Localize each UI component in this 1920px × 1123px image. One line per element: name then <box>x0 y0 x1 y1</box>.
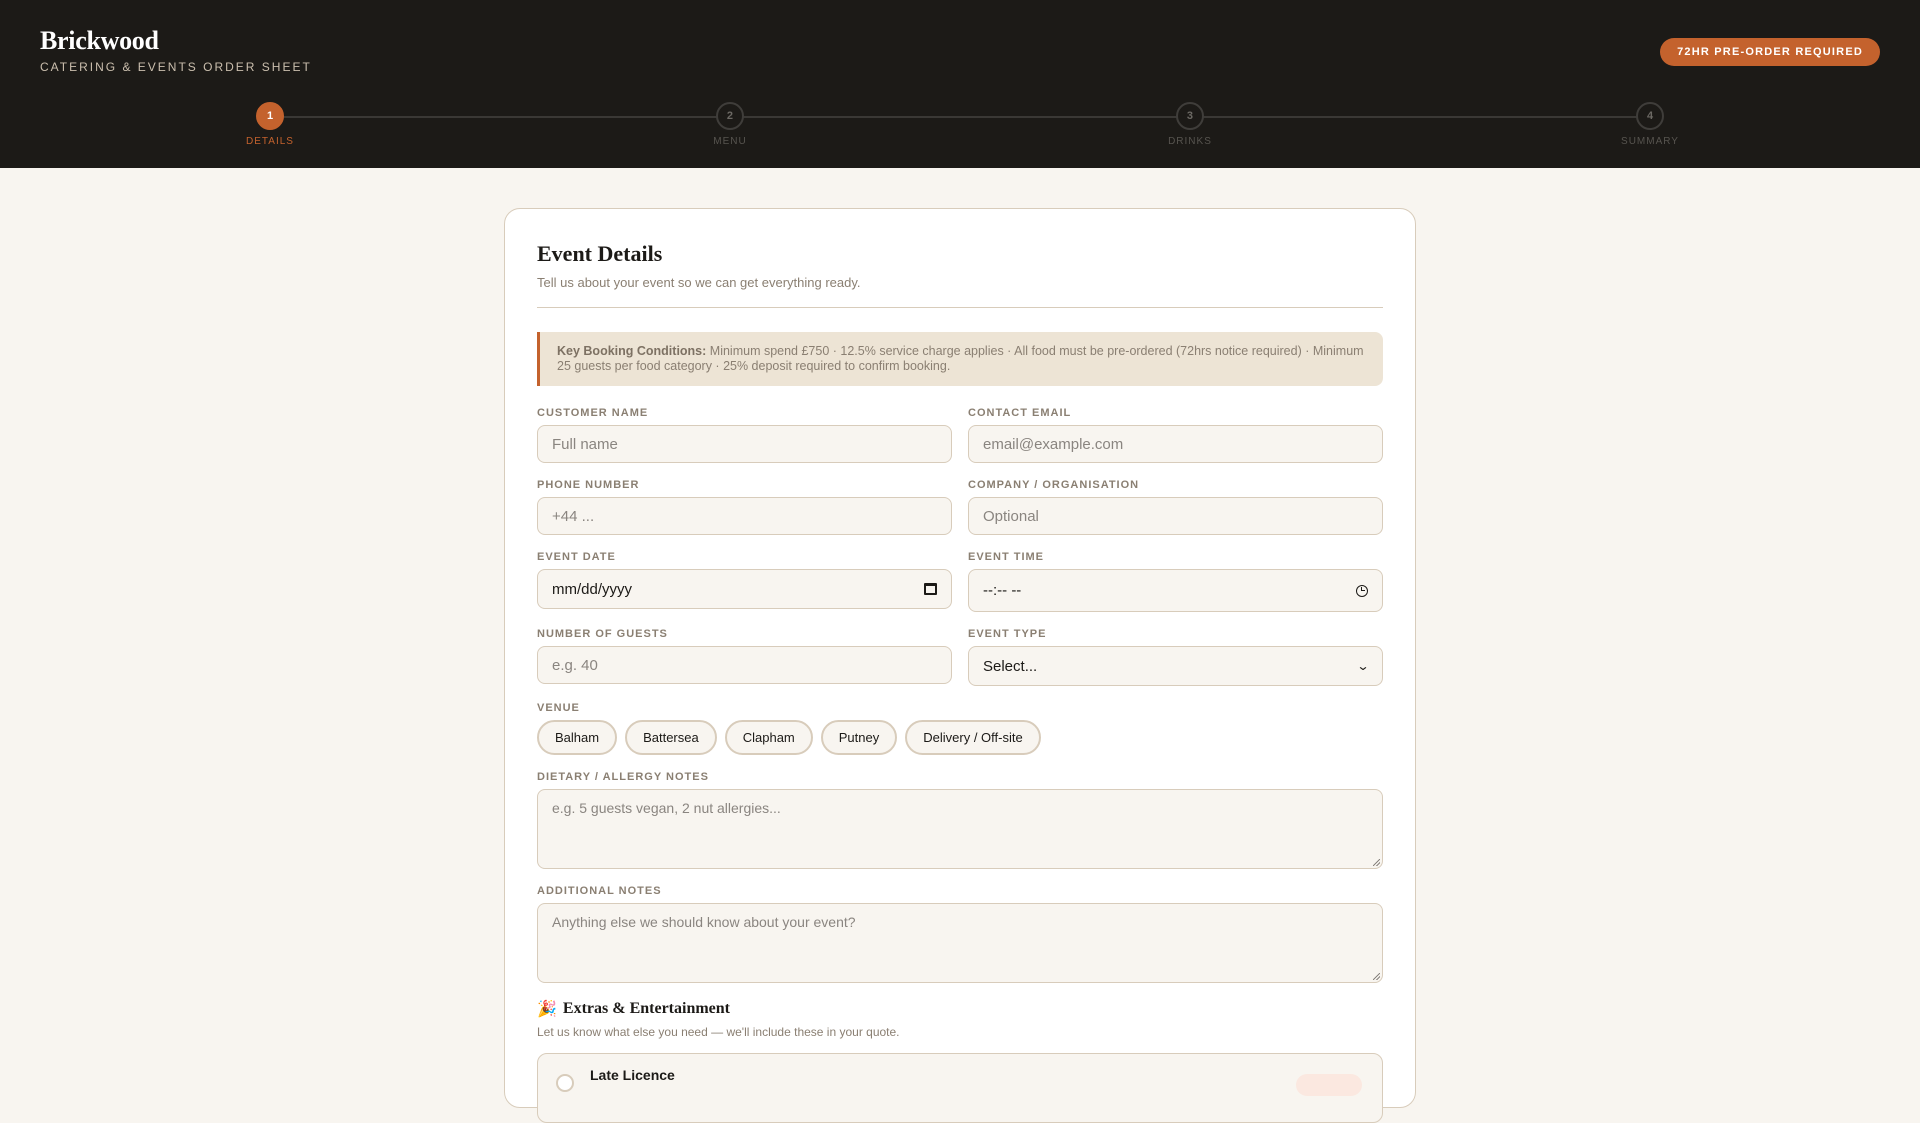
dietary-notes-placeholder: e.g. 5 guests vegan, 2 nut allergies... <box>552 800 781 816</box>
extra-item-late-licence[interactable] <box>537 1053 1383 1123</box>
clock-icon[interactable] <box>1356 585 1368 597</box>
step-number: 2 <box>716 102 744 130</box>
brand <box>40 26 312 74</box>
step-label: DETAILS <box>246 136 294 147</box>
progress-stepper <box>246 102 1679 150</box>
event-time-input[interactable] <box>968 569 1383 612</box>
step-summary[interactable] <box>1590 102 1710 147</box>
step-label: SUMMARY <box>1621 136 1679 147</box>
customer-name-input[interactable] <box>537 425 952 463</box>
company-placeholder: Optional <box>983 507 1039 525</box>
dietary-notes-field <box>537 771 1383 869</box>
contact-email-placeholder: email@example.com <box>983 435 1124 453</box>
extra-price-badge <box>1296 1074 1362 1096</box>
party-popper-icon: 🎉 <box>537 1001 557 1018</box>
customer-name-placeholder: Full name <box>552 435 618 453</box>
event-date-label: EVENT DATE <box>537 551 616 563</box>
extra-toggle[interactable] <box>556 1074 574 1092</box>
venue-option-clapham[interactable]: Clapham <box>725 720 813 755</box>
event-date-field <box>537 551 952 612</box>
company-label: COMPANY / ORGANISATION <box>968 479 1140 491</box>
event-time-field <box>968 551 1383 612</box>
event-type-select[interactable] <box>968 646 1383 686</box>
step-label: DRINKS <box>1168 136 1212 147</box>
step-number: 3 <box>1176 102 1204 130</box>
guests-input[interactable] <box>537 646 952 684</box>
preorder-badge: 72HR PRE-ORDER REQUIRED <box>1660 38 1880 66</box>
dietary-notes-label: DIETARY / ALLERGY NOTES <box>537 771 709 783</box>
additional-notes-textarea[interactable] <box>537 903 1383 983</box>
brand-subtitle: CATERING & EVENTS ORDER SHEET <box>40 60 312 74</box>
venue-label: VENUE <box>537 702 580 714</box>
dietary-notes-textarea[interactable] <box>537 789 1383 869</box>
app-header <box>0 0 1920 168</box>
divider <box>537 307 1383 308</box>
phone-number-input[interactable] <box>537 497 952 535</box>
company-field <box>968 479 1383 535</box>
booking-conditions-notice <box>537 332 1383 386</box>
venue-option-putney[interactable]: Putney <box>821 720 897 755</box>
additional-notes-placeholder: Anything else we should know about your event? <box>552 914 856 930</box>
extras-heading <box>537 999 1383 1019</box>
venue-options <box>537 720 1383 755</box>
step-number: 4 <box>1636 102 1664 130</box>
brand-title: Brickwood <box>40 26 159 55</box>
step-label: MENU <box>713 136 747 147</box>
event-type-selected: Select... <box>983 657 1038 675</box>
page-title: Event Details <box>537 241 663 266</box>
event-time-value: --:-- -- <box>983 582 1022 599</box>
extras-subtitle: Let us know what else you need — we'll include these in your quote. <box>537 1025 900 1039</box>
phone-number-label: PHONE NUMBER <box>537 479 640 491</box>
contact-email-field <box>968 407 1383 463</box>
venue-option-delivery[interactable]: Delivery / Off-site <box>905 720 1040 755</box>
customer-name-label: CUSTOMER NAME <box>537 407 649 419</box>
contact-email-label: CONTACT EMAIL <box>968 407 1072 419</box>
guests-field <box>537 628 952 686</box>
step-menu[interactable] <box>670 102 790 147</box>
extra-name: Late Licence <box>590 1067 675 1083</box>
extras-title: Extras & Entertainment <box>562 1000 731 1017</box>
event-type-label: EVENT TYPE <box>968 628 1047 640</box>
event-time-label: EVENT TIME <box>968 551 1045 563</box>
notice-heading: Key Booking Conditions: <box>557 344 707 358</box>
customer-name-field <box>537 407 952 463</box>
notice-text: Minimum spend £750 · 12.5% service charge applies · All food must be pre-ordered (72hrs notice required) · Minimum 25 guests per food category · 25% deposit required to confirm booking. <box>557 344 1364 373</box>
step-drinks[interactable] <box>1130 102 1250 147</box>
chevron-down-icon: ⌄ <box>1356 659 1370 673</box>
step-number: 1 <box>256 102 284 130</box>
step-details[interactable] <box>210 102 330 147</box>
phone-number-field <box>537 479 952 535</box>
details-form-grid <box>537 407 1383 702</box>
venue-option-battersea[interactable]: Battersea <box>625 720 717 755</box>
page-subtitle: Tell us about your event so we can get everything ready. <box>537 275 861 290</box>
event-details-card <box>504 208 1416 1108</box>
stepper-line <box>270 116 1650 118</box>
phone-number-placeholder: +44 ... <box>552 507 595 525</box>
venue-field <box>537 702 1383 755</box>
calendar-icon[interactable] <box>924 583 937 595</box>
event-date-value: mm/dd/yyyy <box>552 580 633 598</box>
contact-email-input[interactable] <box>968 425 1383 463</box>
event-date-input[interactable] <box>537 569 952 609</box>
additional-notes-field <box>537 885 1383 983</box>
guests-label: NUMBER OF GUESTS <box>537 628 668 640</box>
venue-option-balham[interactable]: Balham <box>537 720 617 755</box>
company-input[interactable] <box>968 497 1383 535</box>
additional-notes-label: ADDITIONAL NOTES <box>537 885 662 897</box>
guests-placeholder: e.g. 40 <box>552 656 598 674</box>
event-type-field <box>968 628 1383 686</box>
